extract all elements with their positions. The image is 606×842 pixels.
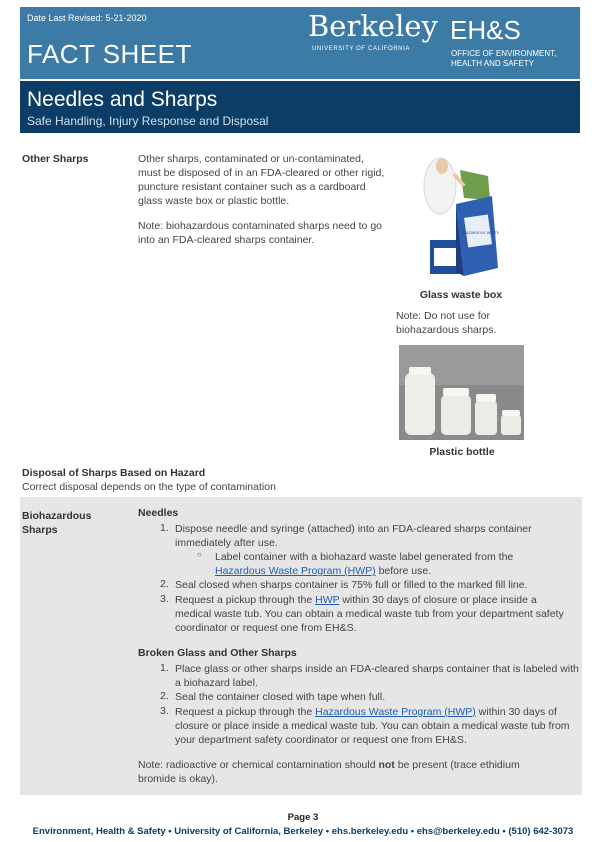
box-label: BIOHAZARDOUS WASTE [456,231,500,235]
needles-step-2: Seal closed when sharps container is 75% full or filled to the marked fill line. [175,579,528,591]
needles-step-3-num: 3. [160,593,169,605]
contamination-note: Note: radioactive or chemical contamination should not be present (trace ethidium bromide is okay). [138,759,520,785]
broken-step-2-num: 2. [160,690,169,702]
date-revised: Date Last Revised: 5-21-2020 [27,13,147,23]
disposal-heading: Disposal of Sharps Based on Hazard [22,467,206,479]
title-banner [20,81,580,133]
hwp-link-1[interactable]: Hazardous Waste Program (HWP) [215,565,376,577]
disposal-intro: Correct disposal depends on the type of contamination [22,481,276,493]
other-sharps-paragraph: Other sharps, contaminated or un-contaminated, must be disposed of in an FDA-cleared or other rigid, puncture resistant container such as a cardboard glass waste box or plastic bottle. [138,153,385,207]
glass-waste-box-image [420,156,502,280]
office-label: OFFICE OF ENVIRONMENT, HEALTH AND SAFETY [451,49,557,68]
needles-step-1-num: 1. [160,522,169,534]
broken-step-1: Place glass or other sharps inside an FDA-cleared sharps container that is labeled with a biohazard label. [175,663,579,689]
berkeley-logo: Berkeley [308,9,438,43]
plastic-bottle-caption: Plastic bottle [429,446,495,458]
footer-contact: Environment, Health & Safety • University of California, Berkeley • ehs.berkeley.edu • ehs@berkeley.edu • (510) 642-3073 [32,826,574,837]
fact-sheet-label: FACT SHEET [27,39,192,69]
page-title: Needles and Sharps [27,88,218,111]
hwp-link-3[interactable]: Hazardous Waste Program (HWP) [315,706,476,718]
needles-step-1: Dispose needle and syringe (attached) into an FDA-cleared sharps container immediately after use. [175,523,532,549]
uc-label: UNIVERSITY OF CALIFORNIA [312,46,410,52]
broken-step-3-num: 3. [160,705,169,717]
needles-step-1-sub: Label container with a biohazard waste label generated from the Hazardous Waste Program (HWP) before use. [215,551,514,577]
needles-step-3: Request a pickup through the HWP within 30 days of closure or place inside a medical waste tub. You can obtain a medical waste tub from your department safety coordinator or request one from EH&S. [175,594,564,634]
page-number: Page 3 [287,812,319,823]
ehs-logo: EH&S [450,15,521,45]
header-banner [20,7,580,79]
needles-bullet: ○ [197,550,202,559]
other-sharps-note: Note: biohazardous contaminated sharps need to go into an FDA-cleared sharps container. [138,220,382,246]
row-label-biohazardous: Biohazardous Sharps [22,510,92,536]
needles-step-2-num: 2. [160,578,169,590]
broken-step-1-num: 1. [160,662,169,674]
glass-waste-box-note: Note: Do not use for biohazardous sharps. [396,310,497,336]
plastic-bottle-image [399,345,524,440]
page-subtitle: Safe Handling, Injury Response and Disposal [27,114,269,128]
broken-step-2: Seal the container closed with tape when full. [175,691,386,703]
glass-waste-box-caption: Glass waste box [419,289,503,301]
broken-glass-title: Broken Glass and Other Sharps [138,647,297,659]
other-sharps-label: Other Sharps [22,153,89,165]
needles-title: Needles [138,507,179,519]
hwp-link-2[interactable]: HWP [315,594,340,606]
broken-step-3: Request a pickup through the Hazardous Waste Program (HWP) within 30 days of closure or place inside a medical waste tub. You can obtain a medical waste tub from your department safety coordinator or request one from EH&S. [175,706,570,746]
